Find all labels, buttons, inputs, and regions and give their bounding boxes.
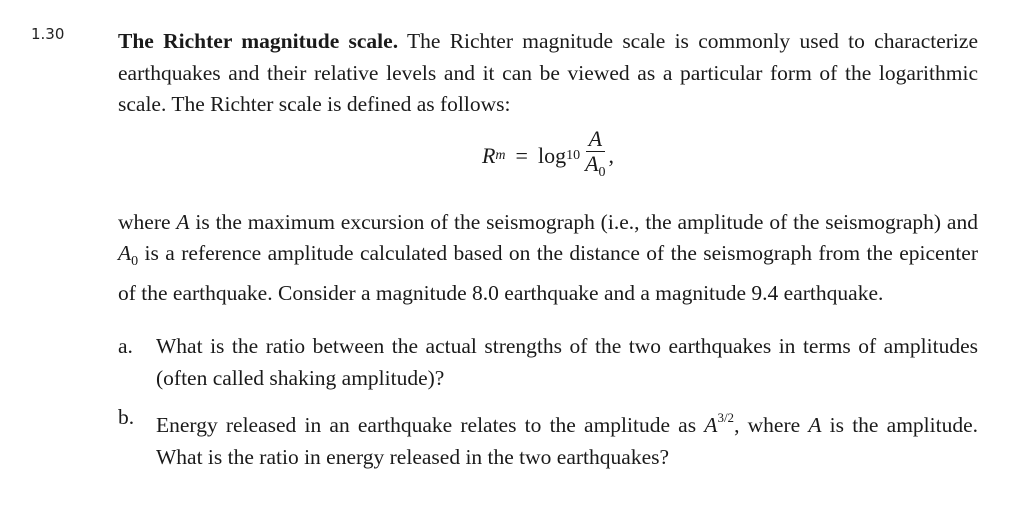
question-b-text-3: is the amplitude. What is the ratio in energy released in the two earthquakes?	[156, 413, 979, 469]
problem-number: 1.30	[31, 25, 65, 43]
question-b-letter: b.	[118, 405, 135, 429]
formula-lhs-subscript: m	[495, 147, 506, 163]
formula-denominator-subscript: 0	[598, 164, 606, 180]
var-a0-subscript: 0	[131, 254, 139, 269]
question-a-letter: a.	[118, 334, 133, 358]
var-a: A	[176, 209, 190, 234]
description-text-1: where	[118, 209, 177, 234]
question-b-var2: A	[808, 413, 822, 437]
question-b-var: A	[704, 413, 718, 437]
formula-denominator-var: A	[585, 150, 599, 176]
formula-lhs: R	[481, 142, 496, 168]
description-text-2: is the maximum excursion of the seismograph (i.e., the amplitude of the seismograph) and	[189, 209, 978, 234]
question-a-text: What is the ratio between the actual strengths of the two earthquakes in terms of amplitudes (often called shaking amplitude)?	[156, 334, 978, 390]
question-b-text-2: , where	[734, 413, 809, 437]
description-paragraph	[118, 207, 978, 310]
intro-text: The Richter magnitude scale is commonly used to characterize earthquakes and their relative levels and it can be viewed as a particular form of the logarithmic scale. The Richter scale is defined as follows:	[118, 29, 978, 116]
richter-formula	[118, 123, 978, 189]
question-b-text	[156, 402, 978, 473]
intro-paragraph	[118, 26, 978, 121]
description-text-3: is a reference amplitude calculated based on the distance of the seismograph from the epicenter of the earthquake. Consider a magnitude 8.0 earthquake and a magnitude 9.4 earthquake.	[118, 241, 978, 305]
problem-content	[118, 26, 978, 481]
question-list	[118, 331, 978, 473]
formula-log-base: 10	[566, 147, 581, 163]
formula-expression	[482, 127, 614, 185]
question-b-text-1: Energy released in an earthquake relates to the amplitude as	[156, 413, 705, 437]
problem-title: The Richter magnitude scale.	[118, 29, 399, 53]
formula-log: log	[537, 142, 567, 168]
question-b-exponent: 3/2	[717, 410, 735, 425]
question-b	[118, 402, 978, 473]
formula-denominator	[582, 152, 608, 185]
formula-fraction	[582, 127, 608, 185]
formula-numerator: A	[586, 127, 605, 152]
var-a0: A	[118, 241, 132, 265]
question-a	[118, 331, 978, 394]
formula-equals: =	[515, 142, 528, 168]
formula-comma: ,	[608, 142, 615, 168]
